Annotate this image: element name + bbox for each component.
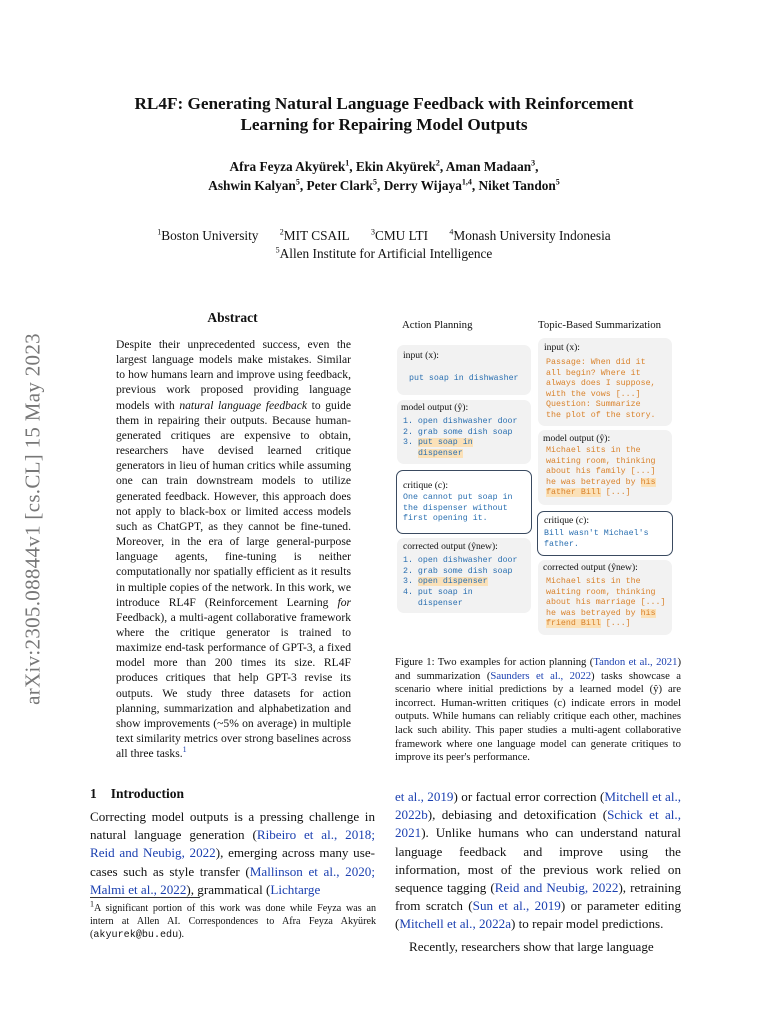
author-name: , Ekin Akyürek bbox=[349, 159, 436, 174]
email-link[interactable]: akyurek@bu.edu bbox=[93, 930, 179, 941]
affiliation-marker: 3 bbox=[531, 158, 536, 168]
step-number: 3. bbox=[403, 438, 418, 447]
highlighted-fix: open dispenser bbox=[417, 577, 488, 586]
ts-input-text: Passage: When did it all begin? Where it always does I suppose, with the vows [...] Question: Summarize the plot of the story. bbox=[546, 358, 656, 420]
footnote-marker: 1 bbox=[90, 899, 94, 909]
indent bbox=[403, 449, 418, 458]
ap-output-step-3 bbox=[403, 438, 473, 459]
section-number: 1 bbox=[90, 786, 97, 801]
citation-link[interactable]: Schick et al., 2021 bbox=[395, 807, 681, 841]
ts-input-box bbox=[538, 338, 672, 426]
ap-critique-text: One cannot put soap in the dispenser without first opening it. bbox=[403, 493, 513, 524]
ts-critique-box bbox=[537, 511, 673, 556]
abstract-emphasis: for bbox=[337, 595, 351, 609]
ap-corrected-step-1: 1. open dishwasher door bbox=[403, 556, 518, 565]
citation-link[interactable]: Reid and Neubig, 2022 bbox=[494, 880, 619, 896]
ap-input-text: put soap in dishwasher bbox=[409, 374, 519, 383]
author-separator: , bbox=[535, 159, 539, 174]
body-text: Correcting model outputs is a pressing challenge in natural language generation ( bbox=[90, 809, 375, 843]
abstract-text: Feedback), a multi-agent collaborative framework where the critique generator is trained to maximize end-task performance of GPT-3, a fixed model more than 200 times its size. RL4F produces critiques that help GPT-3 revise its outputs. We study three datasets for action planning, summarization and alphabetization and show improvements (~5% on average) in multiple text similarity metrics over strong baselines across all three tasks. bbox=[116, 610, 351, 761]
highlighted-error: dispenser bbox=[417, 448, 463, 458]
affiliation-marker: 4 bbox=[449, 227, 454, 237]
caption-text: ) tasks showcase a scenario where initial predictions by a learned model (ŷ) are incorrect. Human-written critiques (c) indicate errors in model outputs. While humans can reliably critique each other, machines lack such ability. This paper studies a multi-agent collaborative framework where one language model can generate critiques to improve its peer's performance. bbox=[395, 669, 681, 764]
corrected-output-label: corrected output (ŷnew): bbox=[543, 562, 638, 573]
body-text: ), retraining from scratch ( bbox=[395, 880, 682, 914]
citation-link[interactable]: Sun et al., 2019 bbox=[472, 898, 561, 914]
citation-link[interactable]: Lichtarge bbox=[270, 881, 321, 897]
author-name: , Aman Madaan bbox=[439, 159, 532, 174]
author-name: Ashwin Kalyan bbox=[208, 178, 296, 193]
footnote bbox=[90, 899, 376, 942]
affiliation-marker: 2 bbox=[435, 158, 440, 168]
affiliation-marker: 5 bbox=[555, 177, 560, 187]
affiliation-name: CMU LTI bbox=[374, 228, 429, 243]
intro-paragraph-right bbox=[395, 788, 681, 956]
paper-title bbox=[80, 93, 688, 135]
intro-paragraph-left bbox=[90, 808, 375, 899]
abstract-emphasis: natural language feedback bbox=[179, 398, 308, 412]
citation-link[interactable]: et al., 2019 bbox=[395, 789, 454, 804]
ap-output-step-2: 2. grab some dish soap bbox=[403, 428, 513, 437]
ts-corrected-text bbox=[546, 577, 666, 630]
footnote-text: A significant portion of this work was done while Feyza was an intern at Allen AI. Correspondences to Afra Feyza Akyürek ( bbox=[90, 903, 376, 940]
body-text: ), emerging across many use-cases such as style transfer ( bbox=[90, 845, 375, 879]
affiliation-name: Monash University Indonesia bbox=[453, 228, 611, 243]
body-text: ) to repair model predictions. bbox=[511, 916, 664, 932]
caption-text: ) and summarization ( bbox=[395, 656, 682, 682]
title-line-1: RL4F: Generating Natural Language Feedback with Reinforcement bbox=[134, 94, 634, 113]
author-name: Afra Feyza Akyürek bbox=[229, 159, 346, 174]
affiliation-marker: 5 bbox=[275, 245, 280, 255]
section-heading bbox=[90, 786, 184, 802]
body-text: ), grammatical ( bbox=[186, 881, 271, 897]
abstract-text: to guide them in repairing their outputs. Because human-generated critiques are expensive to obtain, researchers have devised learned critique generators in lieu of human critics while assuming one can train downstream models to utilize generated feedback. However, this approach does not apply to black-box or limited access models such as ChatGPT, as they cannot be fine-tuned. Moreover, in the era of large general-purpose language agents, fine-tuning is neither computationally nor spatially efficient as it results in multiple copies of the network. In this work, we introduce RL4F (Reinforcement Learning bbox=[116, 398, 351, 609]
critique-label: critique (c): bbox=[544, 515, 590, 526]
author-name: , Niket Tandon bbox=[471, 178, 556, 193]
citation-link[interactable]: Mallinson et al., 2020; Malmi et al., 2022 bbox=[90, 863, 375, 897]
body-text: ). Unlike humans who can understand natural language feedback and improve using the information, most of the previous work relied on sequence tagging ( bbox=[395, 825, 681, 896]
figure-caption bbox=[395, 656, 681, 765]
abstract-text: Despite their unprecedented success, even the largest language models make mistakes. Similar to how humans learn and improve using feedback, previous work proposed providing language models with bbox=[116, 338, 351, 412]
affiliation-name: MIT CSAIL bbox=[283, 228, 350, 243]
figure-column-header-right: Topic-Based Summarization bbox=[538, 319, 662, 331]
title-line-2: Learning for Repairing Model Outputs bbox=[240, 115, 528, 134]
ts-critique-text: Bill wasn't Michael's father. bbox=[544, 529, 649, 549]
critique-label: critique (c): bbox=[403, 480, 449, 491]
ap-corrected-step-2: 2. grab some dish soap bbox=[403, 567, 513, 576]
summary-text: [...] bbox=[600, 619, 631, 629]
abstract-body bbox=[116, 337, 351, 761]
citation-link[interactable]: Mitchell et al., 2022b bbox=[395, 789, 682, 823]
ap-input-box bbox=[397, 345, 531, 395]
ap-model-output-box bbox=[397, 400, 531, 464]
highlighted-fix: his bbox=[640, 608, 656, 618]
citation-link[interactable]: Saunders et al., 2022 bbox=[490, 669, 592, 682]
affiliation-marker: 1,4 bbox=[461, 177, 472, 187]
model-output-label: model output (ŷ): bbox=[401, 402, 469, 413]
author-name: , Derry Wijaya bbox=[377, 178, 462, 193]
affiliation-marker: 3 bbox=[370, 227, 375, 237]
summary-text: Michael sits in the waiting room, thinking about his marriage [...] he was betrayed by bbox=[546, 577, 666, 618]
affiliation-marker: 5 bbox=[295, 177, 300, 187]
input-label: input (x): bbox=[403, 350, 439, 361]
figure-column-header-left: Action Planning bbox=[402, 319, 473, 331]
ts-corrected-output-box bbox=[538, 560, 672, 635]
ap-corrected-output-box bbox=[397, 538, 531, 613]
ap-corrected-step-3 bbox=[403, 577, 488, 588]
arxiv-identifier-sidebar bbox=[6, 309, 60, 729]
footnote-text: ). bbox=[178, 929, 185, 940]
citation-link[interactable]: Ribeiro et al., 2018; Reid and Neubig, 2022 bbox=[90, 827, 375, 861]
citation-link[interactable]: Tandon et al., 2021 bbox=[593, 656, 678, 668]
second-paragraph: Recently, researchers show that large language bbox=[409, 938, 654, 954]
highlighted-fix: friend Bill bbox=[546, 619, 601, 629]
arxiv-identifier: arXiv:2305.08844v1 [cs.CL] 15 May 2023 bbox=[20, 333, 45, 705]
ap-corrected-step-4: 4. put soap in dispenser bbox=[403, 588, 473, 608]
body-text: ) or parameter editing ( bbox=[395, 898, 681, 932]
citation-link[interactable]: Mitchell et al., 2022a bbox=[399, 916, 512, 932]
body-text: ) or factual error correction ( bbox=[453, 789, 605, 804]
summary-text: [...] bbox=[600, 488, 631, 498]
highlighted-error: father Bill bbox=[546, 488, 601, 498]
ts-model-output-box bbox=[538, 430, 672, 505]
author-list bbox=[80, 157, 688, 195]
affiliation-name: Boston University bbox=[161, 228, 259, 243]
caption-text: Figure 1: Two examples for action planning ( bbox=[395, 656, 594, 668]
section-title: Introduction bbox=[110, 786, 185, 801]
author-name: , Peter Clark bbox=[299, 178, 374, 193]
input-label: input (x): bbox=[544, 342, 580, 353]
corrected-output-label: corrected output (ŷnew): bbox=[403, 541, 498, 552]
affiliation-name: Allen Institute for Artificial Intelligence bbox=[279, 246, 493, 261]
affiliations bbox=[80, 227, 688, 263]
body-text: ), debiasing and detoxification ( bbox=[427, 807, 608, 823]
affiliation-marker: 5 bbox=[373, 177, 378, 187]
highlighted-error: put soap in bbox=[417, 438, 473, 447]
step-number: 3. bbox=[403, 577, 418, 586]
affiliation-marker: 1 bbox=[157, 227, 162, 237]
footnote-rule bbox=[90, 897, 200, 898]
affiliation-marker: 1 bbox=[345, 158, 350, 168]
ap-output-step-1: 1. open dishwasher door bbox=[403, 417, 518, 426]
footnote-link[interactable]: 1 bbox=[182, 745, 187, 755]
ts-output-text bbox=[546, 446, 656, 499]
model-output-label: model output (ŷ): bbox=[543, 433, 611, 444]
abstract-heading: Abstract bbox=[207, 310, 258, 325]
ap-critique-box bbox=[396, 470, 532, 534]
highlighted-error: his bbox=[640, 477, 656, 487]
summary-text: Michael sits in the waiting room, thinking about his family [...] he was betrayed by bbox=[546, 446, 656, 487]
affiliation-marker: 2 bbox=[279, 227, 284, 237]
